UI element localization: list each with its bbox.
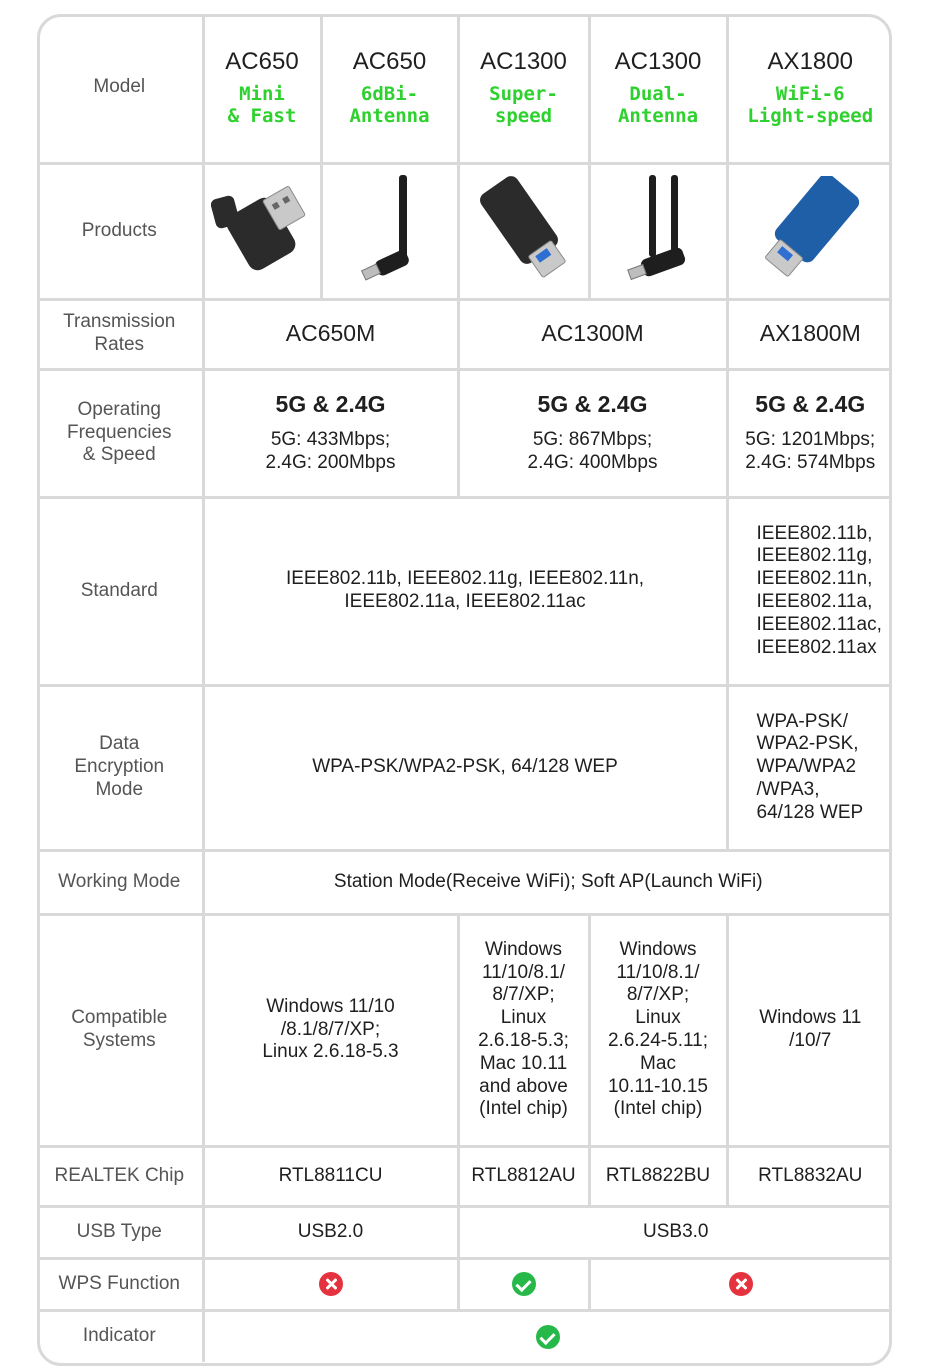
- compatible-systems-row: [37, 914, 892, 1146]
- compatible-cell: Windows 11/10/8.1/ 8/7/XP; Linux 2.6.24-5.11; Mac 10.11-10.15 (Intel chip): [589, 914, 727, 1146]
- row-label-encryption: Data Encryption Mode: [37, 685, 203, 850]
- encryption-cell: WPA-PSK/WPA2-PSK, 64/128 WEP: [203, 685, 727, 850]
- model-name: AC1300: [614, 47, 702, 75]
- wps-cell: [203, 1258, 458, 1310]
- model-name: AC650: [352, 47, 427, 75]
- rate-cell: AX1800M: [727, 299, 892, 369]
- row-label-model: Model: [37, 14, 203, 163]
- row-label-standard: Standard: [37, 497, 203, 685]
- chip-cell: RTL8811CU: [203, 1146, 458, 1206]
- encryption-row: [37, 685, 892, 850]
- product-image-cell: [458, 163, 589, 299]
- frequency-cell: [458, 369, 727, 497]
- row-label-products: Products: [37, 163, 203, 299]
- indicator-cell: [203, 1310, 892, 1362]
- frequency-bands: 5G & 2.4G: [275, 391, 386, 418]
- product-image-cell: [727, 163, 892, 299]
- model-name: AC1300: [480, 47, 567, 75]
- product-image-cell: [321, 163, 458, 299]
- model-cell: [589, 14, 727, 163]
- usb-type-cell: USB3.0: [458, 1206, 892, 1258]
- transmission-rates-row: [37, 299, 892, 369]
- comparison-table: [37, 14, 892, 1362]
- model-tag: Dual- Antenna: [617, 83, 699, 128]
- row-label-usb-type: USB Type: [37, 1206, 203, 1258]
- working-mode-cell: Station Mode(Receive WiFi); Soft AP(Launch WiFi): [203, 850, 892, 914]
- standard-cell: IEEE802.11b, IEEE802.11g, IEEE802.11n, IEEE802.11a, IEEE802.11ac, IEEE802.11ax: [727, 497, 892, 685]
- dual-antenna-usb-adapter-icon: [613, 173, 703, 289]
- rate-cell: AC1300M: [458, 299, 727, 369]
- chip-row: [37, 1146, 892, 1206]
- products-row: [37, 163, 892, 299]
- standard-row: [37, 497, 892, 685]
- row-label-working-mode: Working Mode: [37, 850, 203, 914]
- working-mode-row: [37, 850, 892, 914]
- model-name: AC650: [225, 47, 299, 75]
- wps-row: [37, 1258, 892, 1310]
- chip-cell: RTL8832AU: [727, 1146, 892, 1206]
- chip-cell: RTL8822BU: [589, 1146, 727, 1206]
- compatible-cell: Windows 11 /10/7: [727, 914, 892, 1146]
- model-tag: Mini & Fast: [227, 83, 297, 128]
- blue-usb3-adapter-icon: [755, 176, 865, 286]
- slim-usb3-adapter-icon: [469, 176, 579, 286]
- row-label-frequencies: Operating Frequencies & Speed: [37, 369, 203, 497]
- chip-cell: RTL8812AU: [458, 1146, 589, 1206]
- frequency-cell: [203, 369, 458, 497]
- row-label-transmission-rates: Transmission Rates: [37, 299, 203, 369]
- frequency-bands: 5G & 2.4G: [537, 391, 648, 418]
- model-cell: [321, 14, 458, 163]
- frequency-speeds: 5G: 1201Mbps; 2.4G: 574Mbps: [745, 429, 876, 473]
- frequency-cell: [727, 369, 892, 497]
- model-name: AX1800: [767, 47, 853, 75]
- wps-cell: [589, 1258, 892, 1310]
- model-cell: [203, 14, 321, 163]
- model-tag: WiFi-6 Light-speed: [747, 83, 874, 128]
- usb-type-cell: USB2.0: [203, 1206, 458, 1258]
- frequency-speeds: 5G: 433Mbps; 2.4G: 200Mbps: [265, 429, 396, 473]
- standard-cell: IEEE802.11b, IEEE802.11g, IEEE802.11n, IEEE802.11a, IEEE802.11ac: [203, 497, 727, 685]
- model-tag: 6dBi- Antenna: [349, 83, 430, 128]
- product-image-cell: [589, 163, 727, 299]
- indicator-row: [37, 1310, 892, 1362]
- wps-cell: [458, 1258, 589, 1310]
- compatible-cell: Windows 11/10/8.1/ 8/7/XP; Linux 2.6.18-5.3; Mac 10.11 and above (Intel chip): [458, 914, 589, 1146]
- model-cell: [727, 14, 892, 163]
- compatible-cell: Windows 11/10 /8.1/8/7/XP; Linux 2.6.18-5.3: [203, 914, 458, 1146]
- usb-type-row: [37, 1206, 892, 1258]
- frequencies-row: [37, 369, 892, 497]
- encryption-cell: WPA-PSK/ WPA2-PSK, WPA/WPA2 /WPA3, 64/128 WEP: [727, 685, 892, 850]
- check-icon: [536, 1325, 560, 1349]
- check-icon: [512, 1272, 536, 1296]
- row-label-compatible-systems: Compatible Systems: [37, 914, 203, 1146]
- model-row: [37, 14, 892, 163]
- frequency-speeds: 5G: 867Mbps; 2.4G: 400Mbps: [527, 429, 658, 473]
- row-label-chip: REALTEK Chip: [37, 1146, 203, 1206]
- rate-cell: AC650M: [203, 299, 458, 369]
- product-image-cell: [203, 163, 321, 299]
- model-cell: [458, 14, 589, 163]
- compact-usb-adapter-with-cap-icon: [211, 183, 315, 279]
- frequency-bands: 5G & 2.4G: [755, 391, 866, 418]
- model-tag: Super- speed: [489, 83, 558, 128]
- row-label-wps: WPS Function: [37, 1258, 203, 1310]
- cross-icon: [319, 1272, 343, 1296]
- row-label-indicator: Indicator: [37, 1310, 203, 1362]
- cross-icon: [729, 1272, 753, 1296]
- single-antenna-usb-adapter-icon: [345, 173, 435, 289]
